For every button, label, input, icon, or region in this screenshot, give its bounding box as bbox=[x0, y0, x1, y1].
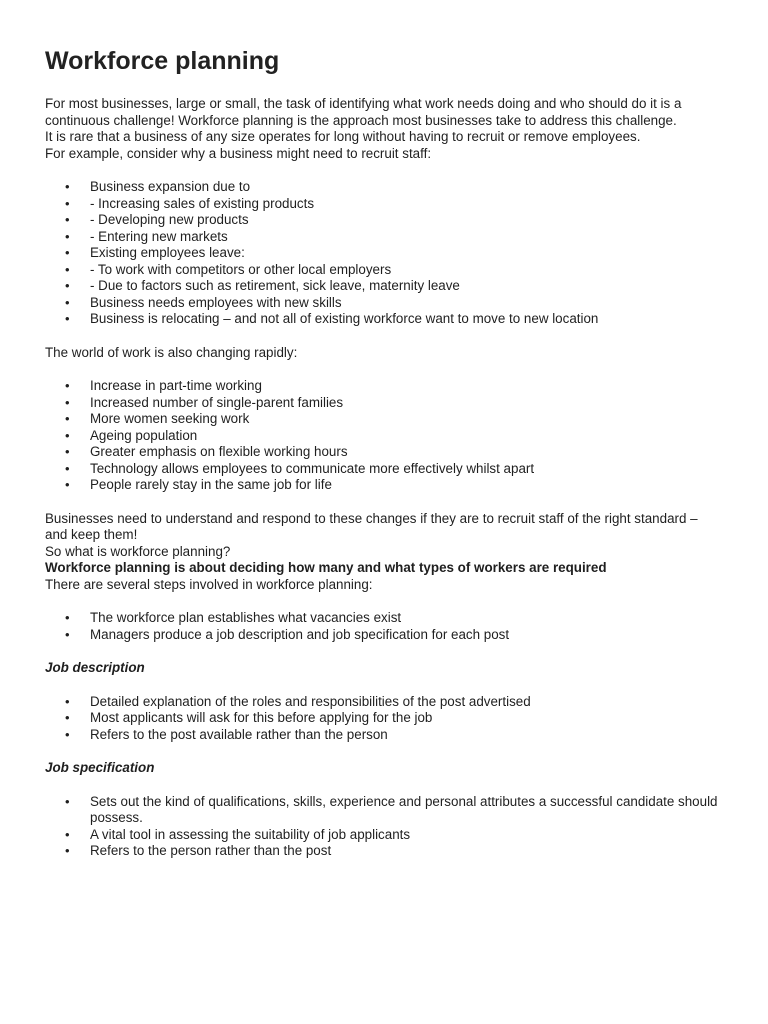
page-title: Workforce planning bbox=[45, 47, 280, 75]
respond-line: Businesses need to understand and respond to these changes if they are to recruit staff of the right standard – bbox=[45, 510, 698, 526]
changing-intro: The world of work is also changing rapidly: bbox=[45, 344, 298, 360]
list-item: • People rarely stay in the same job for life bbox=[45, 477, 724, 494]
list-item: • Detailed explanation of the roles and responsibilities of the post advertised bbox=[45, 694, 724, 711]
list-item: • - Due to factors such as retirement, sick leave, maternity leave bbox=[45, 278, 724, 295]
list-item: • Increase in part-time working bbox=[45, 378, 724, 395]
respond-paragraph bbox=[45, 511, 724, 594]
list-item: • Refers to the person rather than the post bbox=[45, 843, 724, 860]
intro-paragraph bbox=[45, 96, 724, 162]
intro-line: continuous challenge! Workforce planning is the approach most businesses take to address this challenge. bbox=[45, 112, 677, 128]
list-item: • Increased number of single-parent families bbox=[45, 395, 724, 412]
list-item: • Managers produce a job description and job specification for each post bbox=[45, 627, 724, 644]
list-item: • Refers to the post available rather than the person bbox=[45, 727, 724, 744]
list-item: • Sets out the kind of qualifications, skills, experience and personal attributes a successful candidate should possess. bbox=[45, 794, 724, 827]
list-item: • Most applicants will ask for this before applying for the job bbox=[45, 710, 724, 727]
list-item: • - Developing new products bbox=[45, 212, 724, 229]
respond-line: and keep them! bbox=[45, 527, 138, 542]
list-item: • Business needs employees with new skills bbox=[45, 295, 724, 312]
list-item: • - To work with competitors or other local employers bbox=[45, 262, 724, 279]
list-item: • Ageing population bbox=[45, 428, 724, 445]
definition-text: Workforce planning is about deciding how many and what types of workers are required bbox=[45, 560, 607, 575]
changes-list bbox=[45, 378, 724, 494]
list-item: • Technology allows employees to communicate more effectively whilst apart bbox=[45, 461, 724, 478]
respond-line: So what is workforce planning? bbox=[45, 543, 231, 559]
list-item: • - Entering new markets bbox=[45, 229, 724, 246]
list-item: • Existing employees leave: bbox=[45, 245, 724, 262]
recruit-reasons-list bbox=[45, 179, 724, 328]
job-specification-list bbox=[45, 794, 724, 860]
steps-list bbox=[45, 610, 724, 643]
list-item: • Business expansion due to bbox=[45, 179, 724, 196]
job-description-list bbox=[45, 694, 724, 744]
job-description-heading: Job description bbox=[45, 660, 145, 675]
list-item: • A vital tool in assessing the suitability of job applicants bbox=[45, 827, 724, 844]
steps-intro: There are several steps involved in workforce planning: bbox=[45, 576, 373, 592]
intro-line: For example, consider why a business might need to recruit staff: bbox=[45, 145, 432, 161]
intro-line: For most businesses, large or small, the task of identifying what work needs doing and who should do it is a bbox=[45, 96, 682, 111]
list-item: • - Increasing sales of existing products bbox=[45, 196, 724, 213]
list-item: • The workforce plan establishes what vacancies exist bbox=[45, 610, 724, 627]
list-item: • More women seeking work bbox=[45, 411, 724, 428]
intro-line: It is rare that a business of any size operates for long without having to recruit or remove employees. bbox=[45, 129, 641, 144]
job-specification-heading: Job specification bbox=[45, 760, 155, 775]
list-item: • Greater emphasis on flexible working hours bbox=[45, 444, 724, 461]
list-item: • Business is relocating – and not all of existing workforce want to move to new location bbox=[45, 311, 724, 328]
